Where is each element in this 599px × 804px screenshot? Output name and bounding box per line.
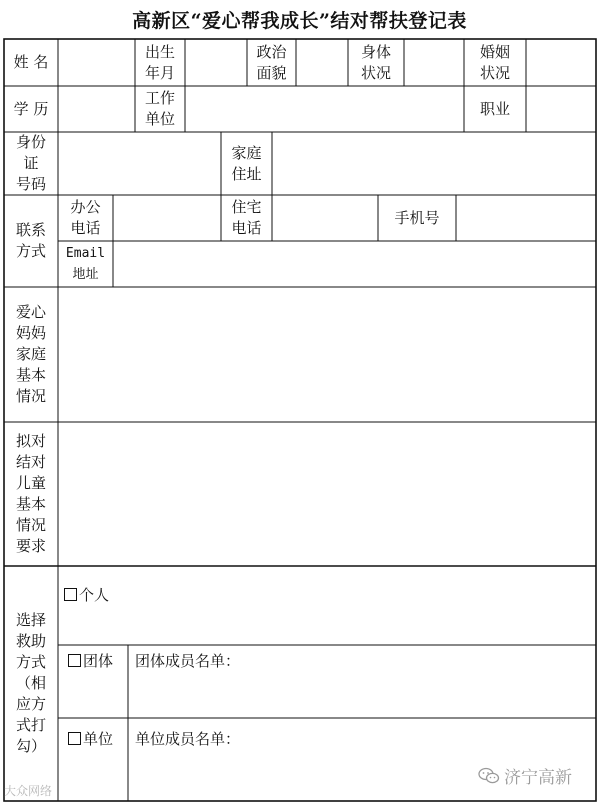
health-label: 身体 状况 (360, 42, 391, 82)
mobile-field[interactable] (456, 195, 596, 241)
workplace-field[interactable] (185, 86, 464, 132)
contact-section-label: 联系 方式 (15, 221, 46, 260)
mobile-label: 手机号 (394, 208, 440, 227)
aid-method-label: 选择 救助 方式 （相 应方 式打 勾） (15, 611, 46, 755)
group-checkbox[interactable] (68, 654, 81, 667)
birth-label: 出生 年月 (144, 42, 175, 82)
birth-field[interactable] (185, 39, 247, 86)
politics-field[interactable] (296, 39, 348, 86)
wechat-icon (478, 767, 500, 785)
watermark-right: 济宁高新 (478, 763, 572, 788)
marriage-label: 婚姻 状况 (479, 42, 510, 82)
home-address-field[interactable] (272, 132, 596, 195)
health-field[interactable] (404, 39, 464, 86)
office-phone-label: 办公 电话 (70, 198, 101, 237)
home-phone-field[interactable] (272, 195, 378, 241)
marriage-field[interactable] (526, 39, 596, 86)
group-members-label: 团体成员名单： (135, 652, 241, 670)
name-label: 姓 名 (13, 53, 49, 71)
unit-option[interactable] (68, 729, 113, 749)
unit-checkbox[interactable] (68, 732, 81, 745)
page-title: 高新区“爱心帮我成长”结对帮扶登记表 (132, 10, 467, 32)
child-requirement-field[interactable] (58, 422, 596, 566)
unit-option-label: 单位 (83, 730, 114, 748)
group-option-label: 团体 (83, 652, 114, 670)
workplace-label: 工作 单位 (144, 89, 175, 128)
politics-label: 政治 面貌 (256, 42, 287, 82)
occupation-label: 职业 (479, 99, 510, 118)
family-info-field[interactable] (58, 287, 596, 422)
individual-option-label: 个人 (79, 586, 110, 604)
group-option[interactable] (68, 651, 113, 671)
email-field[interactable] (113, 241, 596, 287)
home-phone-label: 住宅 电话 (231, 198, 262, 237)
individual-checkbox[interactable] (64, 588, 77, 601)
education-label: 学 历 (13, 99, 49, 118)
email-label: Email 地址 (65, 246, 106, 282)
watermark-left: 大众网络 (4, 784, 53, 798)
unit-members-label: 单位成员名单： (135, 730, 241, 748)
family-info-label: 爱心 妈妈 家庭 基本 情况 (15, 303, 46, 405)
education-field[interactable] (58, 86, 135, 132)
id-number-label: 身份 证 号码 (15, 133, 46, 193)
individual-option[interactable] (64, 585, 109, 605)
occupation-field[interactable] (526, 86, 596, 132)
office-phone-field[interactable] (113, 195, 221, 241)
child-requirement-label: 拟对 结对 儿童 基本 情况 要求 (15, 432, 46, 555)
home-address-label: 家庭 住址 (231, 143, 262, 183)
name-field[interactable] (58, 39, 135, 86)
id-number-field[interactable] (58, 132, 221, 195)
